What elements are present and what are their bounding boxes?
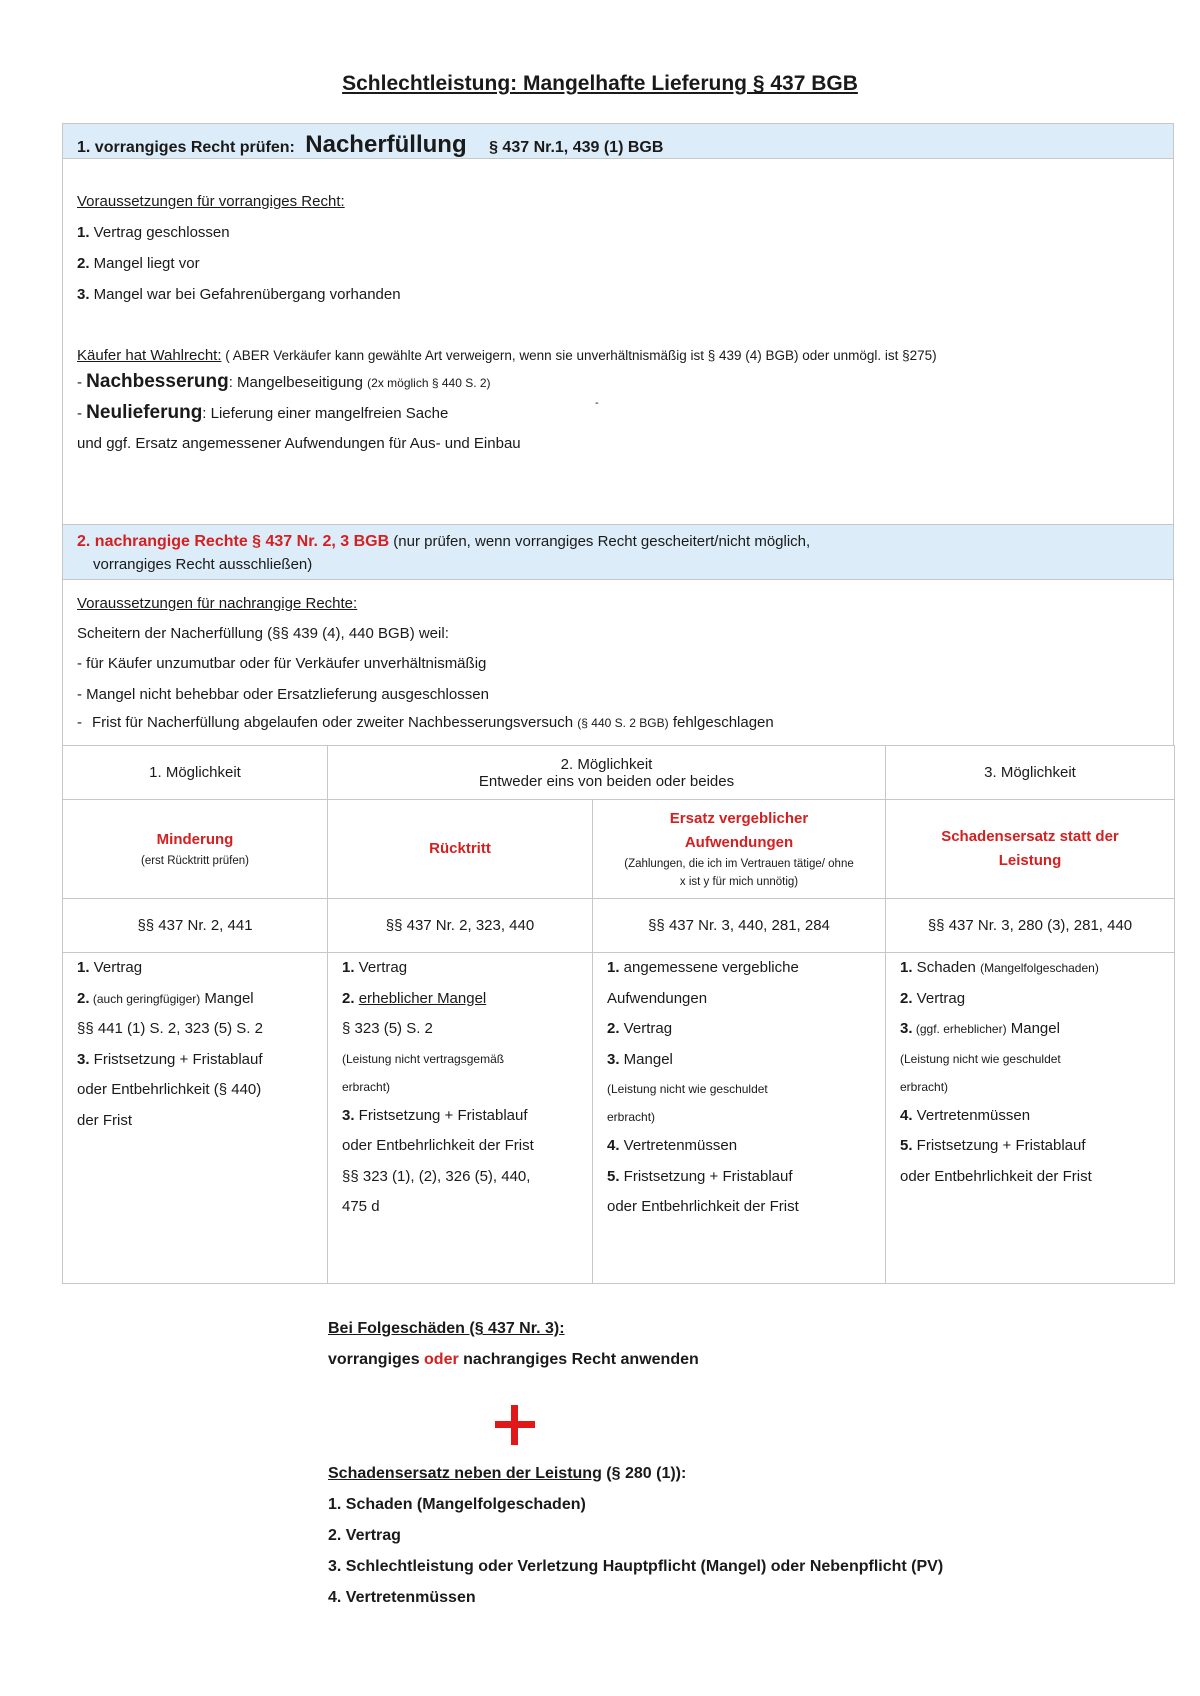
neben-title: Schadensersatz neben der Leistung (§ 280 (1)):	[328, 1465, 687, 1482]
head-m3: 3. Möglichkeit	[886, 746, 1175, 800]
head-m2: 2. Möglichkeit Entweder eins von beiden oder beides	[328, 746, 886, 800]
section1-header-prefix: 1. vorrangiges Recht prüfen:	[77, 139, 295, 156]
details-c3: 1. angemessene vergebliche Aufwendungen 2. Vertrag 3. Mangel (Leistung nicht wie geschuldet erbracht) 4. Vertretenmüssen 5. Fristsetzung + Fristablauf oder Entbehrlichkeit der Frist	[593, 953, 886, 1284]
section2-line-2: - für Käufer unzumutbar oder für Verkäufer unverhältnismäßig	[77, 655, 487, 672]
para-c2: §§ 437 Nr. 2, 323, 440	[328, 899, 593, 953]
para-c1: §§ 437 Nr. 2, 441	[63, 899, 328, 953]
section1-header-ref: § 437 Nr.1, 439 (1) BGB	[489, 139, 664, 156]
section2-header-note2: vorrangiges Recht ausschließen)	[93, 556, 313, 573]
details-c4: 1. Schaden (Mangelfolgeschaden) 2. Vertrag 3. (ggf. erheblicher) Mangel (Leistung nicht wie geschuldet erbracht) 4. Vertretenmüssen 5. Fristsetzung + Fristablauf oder Entbehrlichkeit der Frist	[886, 953, 1175, 1284]
section2-line-4: - Frist für Nacherfüllung abgelaufen oder zweiter Nachbesserungsversuch (§ 440 S. 2 BGB) fehlgeschlagen	[77, 714, 774, 731]
table-row	[63, 953, 1175, 1284]
section1-option-neulieferung: - Neulieferung: Lieferung einer mangelfreien Sache	[77, 402, 449, 423]
section2-line-3: - Mangel nicht behebbar oder Ersatzlieferung ausgeschlossen	[77, 686, 489, 703]
section1-prereq-3: 3. Mangel war bei Gefahrenübergang vorhanden	[77, 286, 401, 303]
possibilities-table	[62, 745, 1175, 1284]
head-m1: 1. Möglichkeit	[63, 746, 328, 800]
name-schadensersatz: Schadensersatz statt der Leistung	[886, 800, 1175, 899]
stray-mark: -	[595, 397, 599, 409]
para-c3: §§ 437 Nr. 3, 440, 281, 284	[593, 899, 886, 953]
name-minderung: Minderung (erst Rücktritt prüfen)	[63, 800, 328, 899]
neben-item-1: 1. Schaden (Mangelfolgeschaden)	[328, 1496, 586, 1513]
table-row	[63, 899, 1175, 953]
section1-extra-line: und ggf. Ersatz angemessener Aufwendungen für Aus- und Einbau	[77, 435, 521, 452]
section2-header-note: (nur prüfen, wenn vorrangiges Recht gescheitert/nicht möglich,	[389, 533, 811, 550]
section1-header	[62, 123, 1174, 159]
neben-item-4: 4. Vertretenmüssen	[328, 1589, 476, 1606]
section2-header	[62, 524, 1174, 580]
section1-choice: Käufer hat Wahlrecht: ( ABER Verkäufer kann gewählte Art verweigern, wenn sie unverhältnismäßig ist § 439 (4) BGB) oder unmögl. ist §275)	[77, 347, 937, 364]
section1-body	[62, 159, 1174, 524]
section1-option-nachbesserung: - Nachbesserung: Mangelbeseitigung (2x möglich § 440 S. 2)	[77, 371, 491, 392]
section2-body	[62, 580, 1174, 745]
details-c2: 1. Vertrag 2. erheblicher Mangel § 323 (5) S. 2 (Leistung nicht vertragsgemäß erbracht) 3. Fristsetzung + Fristablauf oder Entbehrlichkeit der Frist §§ 323 (1), (2), 326 (5), 440, 475 d	[328, 953, 593, 1284]
section1-prereq-title: Voraussetzungen für vorrangiges Recht:	[77, 193, 345, 210]
page-title: Schlechtleistung: Mangelhafte Lieferung § 437 BGB	[342, 72, 858, 95]
para-c4: §§ 437 Nr. 3, 280 (3), 281, 440	[886, 899, 1175, 953]
section2-prereq-title: Voraussetzungen für nachrangige Rechte:	[77, 595, 358, 612]
section2-header-title: 2. nachrangige Rechte § 437 Nr. 2, 3 BGB	[77, 533, 390, 550]
plus-icon	[495, 1405, 535, 1445]
section1-header-main: Nacherfüllung	[305, 131, 467, 158]
details-c1: 1. Vertrag 2. (auch geringfügiger) Mangel §§ 441 (1) S. 2, 323 (5) S. 2 3. Fristsetzung + Fristablauf oder Entbehrlichkeit (§ 440) der Frist	[63, 953, 328, 1284]
section1-prereq-1: 1. Vertrag geschlossen	[77, 224, 230, 241]
folge-text: vorrangiges oder nachrangiges Recht anwenden	[328, 1351, 699, 1368]
neben-item-3: 3. Schlechtleistung oder Verletzung Hauptpflicht (Mangel) oder Nebenpflicht (PV)	[328, 1558, 944, 1575]
name-ruecktritt: Rücktritt	[328, 800, 593, 899]
section2-line-1: Scheitern der Nacherfüllung (§§ 439 (4), 440 BGB) weil:	[77, 625, 449, 642]
section1-prereq-2: 2. Mangel liegt vor	[77, 255, 200, 272]
neben-item-2: 2. Vertrag	[328, 1527, 401, 1544]
folge-title: Bei Folgeschäden (§ 437 Nr. 3):	[328, 1320, 565, 1337]
table-row	[63, 800, 1175, 899]
name-ersatz: Ersatz vergeblicher Aufwendungen (Zahlungen, die ich im Vertrauen tätige/ ohne x ist y für mich unnötig)	[593, 800, 886, 899]
table-row	[63, 746, 1175, 800]
